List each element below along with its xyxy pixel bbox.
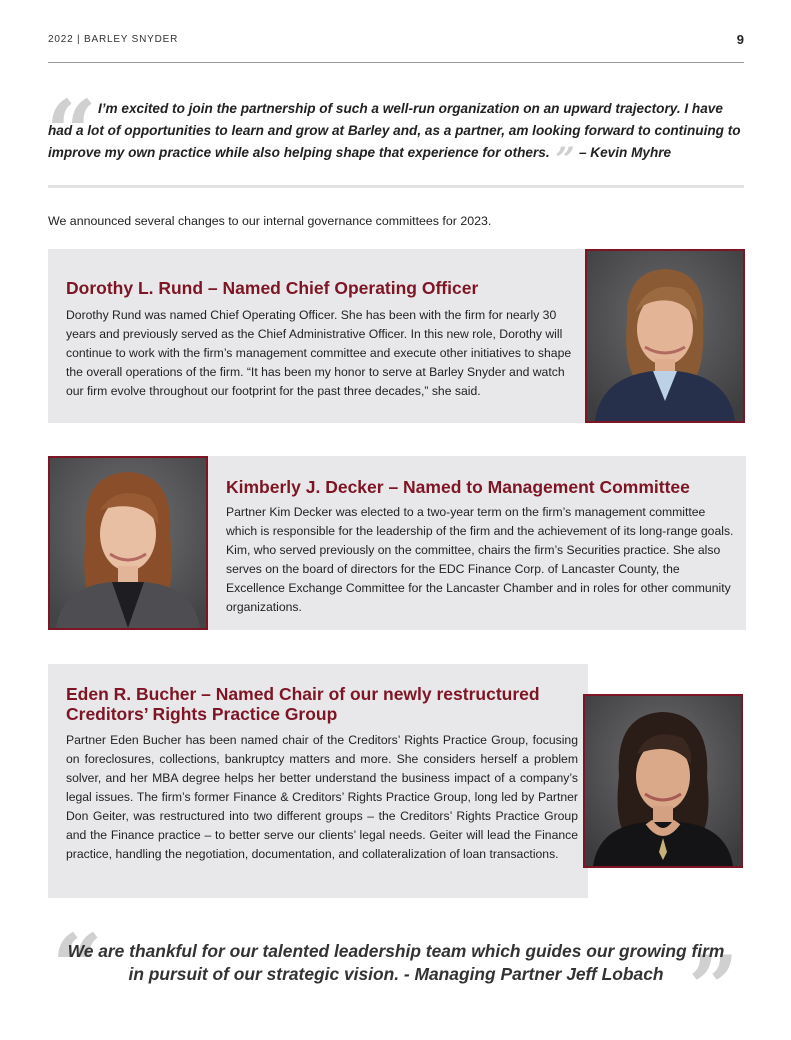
profile-card-dorothy <box>48 249 588 423</box>
intro-text: We announced several changes to our internal governance committees for 2023. <box>48 214 492 228</box>
portrait-photo-eden <box>583 694 743 868</box>
pull-quote-text: I’m excited to join the partnership of such a well-run organization on an upward trajectory. I have had a lot of opportunities to learn and grow at Barley and, as a partner, am looking forward to continuing to improve my own practice while also helping shape that experience for others. <box>48 101 741 160</box>
publication-label: 2022 | BARLEY SNYDER <box>48 34 179 45</box>
page-number: 9 <box>736 32 744 47</box>
portrait-photo-kimberly <box>48 456 208 630</box>
profile-body: Dorothy Rund was named Chief Operating Officer. She has been with the firm for nearly 30 years and previously served as the Chief Administrative Officer. In this new role, Dorothy will continue to work with the firm’s management committee and execute other initiatives to shape the overall operations of the firm. “It has been my honor to serve at Barley Snyder and watch our firm evolve throughout our footprint for the past three decades,” she said. <box>66 308 572 398</box>
profile-title: Eden R. Bucher – Named Chair of our newly restructured Creditors’ Rights Practice Group <box>66 684 540 724</box>
close-quote-icon: ” <box>555 140 575 180</box>
profile-body: Partner Eden Bucher has been named chair of the Creditors’ Rights Practice Group, focusing on foreclosures, collections, bankruptcy matters and more. She considers herself a problem solver, and her MBA degree helps her better understand the business impact of a company’s legal issues. The firm’s former Finance & Creditors’ Rights Practice Group, long led by Partner Don Geiter, was restructured into two different groups – the Creditors’ Rights Practice Group and the Finance practice – to better serve our clients’ legal needs. Geiter will lead the Finance practice, handling the negotiation, documentation, and collateralization of loan transactions. <box>66 733 578 861</box>
open-quote-icon: “ <box>52 914 103 1018</box>
profile-title: Dorothy L. Rund – Named Chief Operating Officer <box>66 278 479 298</box>
profile-body: Partner Kim Decker was elected to a two-year term on the firm’s management committee which is responsible for the leadership of the firm and the achievement of its long-range goals. Kim, who served previously on the committee, chairs the firm’s Securities practice. She also serves on the board of directors for the EDC Finance Corp. of Lancaster County, the Excellence Exchange Committee for the Lancaster Chamber and in roles for other community organizations. <box>226 505 734 614</box>
profile-card-eden <box>48 664 588 898</box>
page-header <box>48 34 744 63</box>
section-divider <box>48 185 744 188</box>
portrait-icon <box>50 458 206 628</box>
portrait-icon <box>585 696 741 866</box>
open-quote-icon: “ <box>46 80 97 184</box>
pull-quote <box>48 98 748 180</box>
closing-quote: We are thankful for our talented leadership team which guides our growing firm in pursuit of our strategic vision. - Managing Partner Jeff Lobach <box>67 941 725 984</box>
profile-title: Kimberly J. Decker – Named to Management Committee <box>226 477 690 497</box>
pull-quote-attribution: – Kevin Myhre <box>578 145 672 160</box>
portrait-icon <box>587 251 743 421</box>
portrait-photo-dorothy <box>585 249 745 423</box>
close-quote-icon: ” <box>688 936 739 1040</box>
